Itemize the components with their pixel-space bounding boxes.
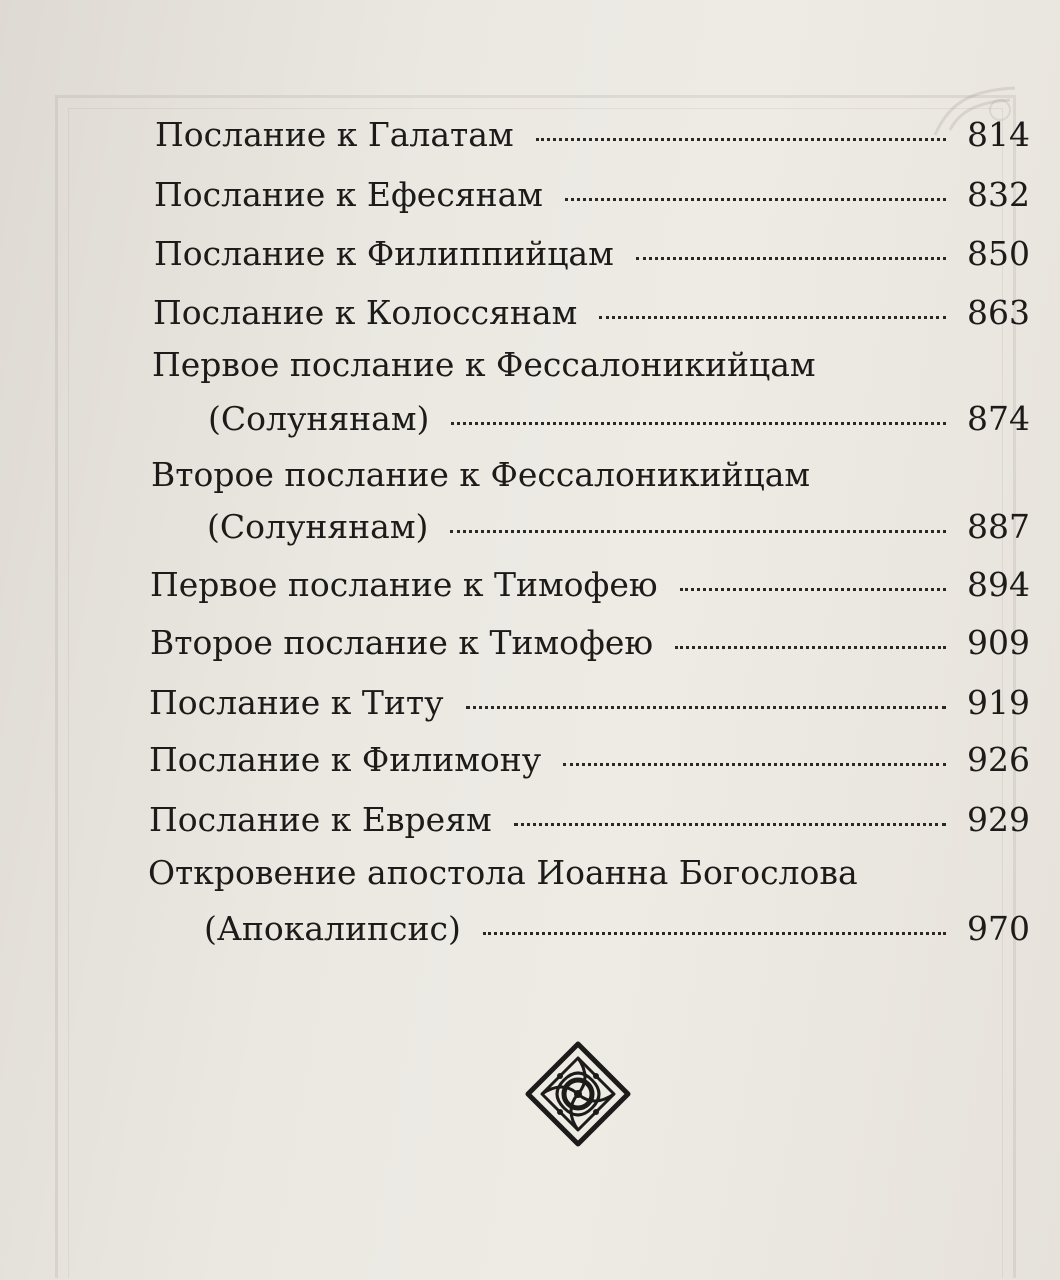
toc-entry-title: Послание к Ефесянам xyxy=(154,175,543,214)
toc-entry-title: Послание к Галатам xyxy=(155,115,514,154)
dot-leader xyxy=(451,422,946,425)
dot-leader xyxy=(563,763,946,766)
celtic-knot-ornament-icon xyxy=(522,1038,634,1150)
toc-entry-title: (Солунянам) xyxy=(207,507,429,546)
toc-entry-title: (Апокалипсис) xyxy=(204,909,461,948)
dot-leader xyxy=(514,823,946,826)
toc-entry-page: 894 xyxy=(967,565,1030,604)
toc-entry xyxy=(204,909,1030,948)
dot-leader xyxy=(636,257,946,260)
toc-entry xyxy=(150,623,1030,662)
toc-entry-title: Послание к Титу xyxy=(149,683,444,722)
toc-entry-page: 874 xyxy=(967,399,1030,438)
toc-entry-title-line1: Второе послание к Фессалоникийцам xyxy=(151,455,811,494)
toc-entry-page: 919 xyxy=(967,683,1030,722)
dot-leader xyxy=(565,198,946,201)
toc-entry-title-line1: Откровение апостола Иоанна Богослова xyxy=(148,853,858,892)
toc-entry-page: 970 xyxy=(967,909,1030,948)
dot-leader xyxy=(680,588,946,591)
toc-entry xyxy=(149,683,1030,722)
toc-entry xyxy=(149,740,1030,779)
toc-entry-page: 929 xyxy=(967,800,1030,839)
toc-entry-title: Послание к Евреям xyxy=(149,800,492,839)
toc-entry-page: 887 xyxy=(967,507,1030,546)
toc-entry-title-line1: Первое послание к Фессалоникийцам xyxy=(152,345,816,384)
toc-entry xyxy=(154,175,1030,214)
dot-leader xyxy=(483,932,946,935)
toc-entry xyxy=(207,507,1030,546)
toc-entry-page: 832 xyxy=(967,175,1030,214)
toc-entry-title: (Солунянам) xyxy=(208,399,430,438)
toc-entry-title: Послание к Колоссянам xyxy=(153,293,578,332)
toc-entry xyxy=(149,800,1030,839)
dot-leader xyxy=(675,646,946,649)
toc-entry-page: 850 xyxy=(967,234,1030,273)
toc-entry-title: Второе послание к Тимофею xyxy=(150,623,654,662)
toc-entry-title: Первое послание к Тимофею xyxy=(150,565,658,604)
toc-entry-page: 814 xyxy=(967,115,1030,154)
dot-leader xyxy=(466,706,946,709)
toc-entry-title: Послание к Филиппийцам xyxy=(154,234,614,273)
toc-entry xyxy=(155,115,1030,154)
toc-entry-title: Послание к Филимону xyxy=(149,740,542,779)
toc-entry xyxy=(154,234,1030,273)
toc-entry xyxy=(153,293,1030,332)
toc-entry-page: 909 xyxy=(967,623,1030,662)
toc-entry xyxy=(208,399,1030,438)
toc-entry-page: 863 xyxy=(967,293,1030,332)
toc-entry-page: 926 xyxy=(967,740,1030,779)
dot-leader xyxy=(450,530,946,533)
dot-leader xyxy=(599,316,946,319)
toc-entry xyxy=(150,565,1030,604)
dot-leader xyxy=(536,138,946,141)
